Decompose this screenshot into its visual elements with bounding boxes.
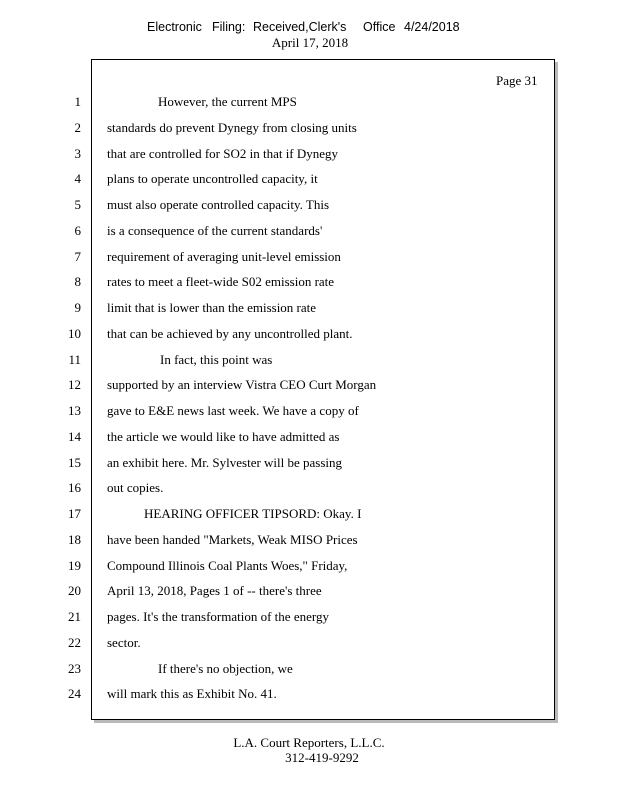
transcript-line: Compound Illinois Coal Plants Woes," Friday, — [107, 558, 348, 573]
transcript-line: In fact, this point was — [160, 352, 273, 367]
filing-stamp-word: Received,Clerk's — [253, 20, 347, 34]
line-number: 2 — [74, 120, 81, 135]
transcript-line: an exhibit here. Mr. Sylvester will be passing — [107, 455, 343, 470]
filing-stamp-date: 4/24/2018 — [404, 20, 460, 34]
transcript-line: supported by an interview Vistra CEO Curt Morgan — [107, 377, 377, 392]
filing-stamp-word: Office — [363, 20, 396, 34]
line-number: 7 — [74, 249, 81, 264]
line-number: 18 — [68, 532, 81, 547]
line-number: 5 — [74, 197, 81, 212]
line-number: 24 — [68, 686, 81, 701]
line-number: 20 — [68, 583, 81, 598]
line-number: 1 — [74, 94, 81, 109]
transcript-line: If there's no objection, we — [158, 661, 293, 676]
transcript-line: will mark this as Exhibit No. 41. — [107, 686, 277, 701]
line-number: 10 — [68, 326, 81, 341]
hearing-date: April 17, 2018 — [271, 35, 349, 50]
transcript-line: sector. — [107, 635, 141, 650]
line-number: 6 — [74, 223, 81, 238]
transcript-line: requirement of averaging unit-level emission — [107, 249, 341, 264]
transcript-line: April 13, 2018, Pages 1 of -- there's three — [107, 583, 322, 598]
line-number: 22 — [68, 635, 81, 650]
filing-stamp-word: Electronic — [147, 20, 202, 34]
transcript-line: the article we would like to have admitted as — [107, 429, 340, 444]
line-number: 19 — [68, 558, 81, 573]
transcript-line: limit that is lower than the emission rate — [107, 300, 317, 315]
line-number: 8 — [74, 274, 81, 289]
line-number: 21 — [68, 609, 81, 624]
court-reporter-name: L.A. Court Reporters, L.L.C. — [233, 735, 385, 750]
line-number: 16 — [68, 480, 81, 495]
transcript-line: gave to E&E news last week. We have a copy of — [107, 403, 359, 418]
transcript-line: plans to operate uncontrolled capacity, it — [107, 171, 318, 186]
transcript-line: pages. It's the transformation of the energy — [107, 609, 329, 624]
line-number: 11 — [68, 352, 81, 367]
line-number: 13 — [68, 403, 81, 418]
transcript-line: standards do prevent Dynegy from closing units — [107, 120, 357, 135]
court-reporter-phone: 312-419-9292 — [285, 750, 359, 765]
transcript-line: HEARING OFFICER TIPSORD: Okay. I — [144, 506, 362, 521]
transcript-line: must also operate controlled capacity. This — [107, 197, 330, 212]
line-number: 3 — [74, 146, 81, 161]
line-number: 4 — [74, 171, 81, 186]
transcript-line: have been handed "Markets, Weak MISO Prices — [107, 532, 358, 547]
transcript-line: rates to meet a fleet-wide S02 emission rate — [107, 274, 335, 289]
line-number: 15 — [68, 455, 81, 470]
filing-stamp-word: Filing: — [212, 20, 246, 34]
page-number: Page 31 — [496, 73, 538, 88]
transcript-line: is a consequence of the current standards' — [107, 223, 323, 238]
transcript-line: However, the current MPS — [158, 94, 297, 109]
line-number: 9 — [74, 300, 81, 315]
line-number: 14 — [68, 429, 81, 444]
transcript-line: that can be achieved by any uncontrolled plant. — [107, 326, 353, 341]
line-number: 12 — [68, 377, 81, 392]
transcript-line: out copies. — [107, 480, 164, 495]
line-number: 17 — [68, 506, 81, 521]
transcript-line: that are controlled for SO2 in that if Dynegy — [107, 146, 339, 161]
line-number: 23 — [68, 661, 81, 676]
